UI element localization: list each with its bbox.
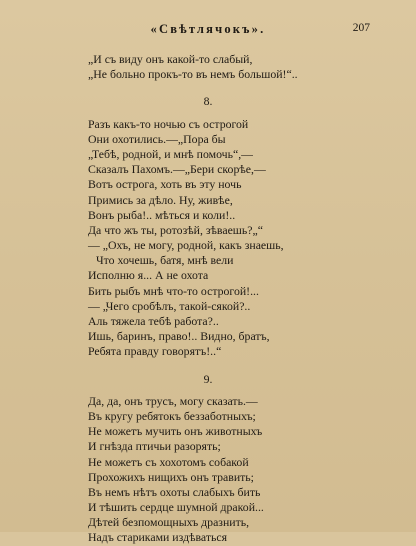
poem-line: „Тебѣ, родной, и мнѣ помочь“,—: [88, 146, 253, 161]
poem-line: Исполню я... А не охота: [88, 268, 209, 283]
poem-line: И тѣшить сердце шумной дракой...: [88, 500, 264, 515]
poem-line: — „Охъ, не могу, родной, какъ знаешь,: [88, 238, 284, 253]
poem-line: Дѣтей безпомощныхъ дразнить,: [88, 515, 250, 530]
poem-text: [88, 52, 388, 546]
poem-line: Что хочешь, батя, мнѣ вели: [96, 253, 234, 268]
poem-line: Ребята правду говорятъ!..“: [88, 344, 222, 359]
poem-line: Примись за дѣло. Ну, живѣе,: [88, 192, 233, 207]
poem-line: Прохожихъ нищихъ онъ травить;: [88, 469, 254, 484]
poem-line: Бить рыбъ мнѣ что-то острогой!...: [88, 283, 259, 298]
page-number: 207: [352, 22, 370, 34]
poem-line: Не можетъ съ хохотомъ собакой: [88, 454, 249, 469]
poem-line: Разъ какъ-то ночью съ острогой: [88, 116, 249, 131]
running-title: «Свѣтлячокъ».: [150, 22, 266, 36]
poem-line: Сказалъ Пахомъ.—„Бери скорѣе,—: [88, 162, 266, 177]
poem-line: Въ немъ нѣтъ охоты слабыхъ бить: [88, 484, 261, 499]
poem-line: — „Чего сробѣлъ, такой-сякой?..: [88, 298, 251, 313]
stanza-number: 8.: [203, 94, 213, 109]
poem-line: Вонъ рыба!.. мѣться и коли!..: [88, 207, 236, 222]
poem-line: Аль тяжела тебѣ работа?..: [88, 314, 219, 328]
page-header: [0, 22, 416, 38]
poem-line: Надъ стариками издѣваться: [88, 530, 228, 545]
stanza-number: 9.: [203, 371, 213, 386]
poem-line: Они охотились.—„Пора бы: [88, 131, 226, 146]
poem-line: Въ кругу ребятокъ беззаботныхъ;: [88, 408, 256, 423]
poem-line: Да что жъ ты, ротозѣй, зѣваешь?„“: [88, 222, 263, 237]
poem-line: „Не больно прокъ-то въ немъ большой!“..: [88, 67, 298, 82]
poem-line: Да, да, онъ трусъ, могу сказать.—: [88, 393, 258, 408]
poem-line: Вотъ острога, хоть въ эту ночь: [88, 177, 242, 192]
poem-line: Ишь, баринъ, право!.. Видно, братъ,: [88, 329, 270, 344]
poem-line: „И съ виду онъ какой-то слабый,: [88, 52, 253, 66]
poem-line: И гнѣзда птичьи разорять;: [88, 439, 221, 454]
poem-line: Не можетъ мучить онъ животныхъ: [88, 424, 263, 439]
